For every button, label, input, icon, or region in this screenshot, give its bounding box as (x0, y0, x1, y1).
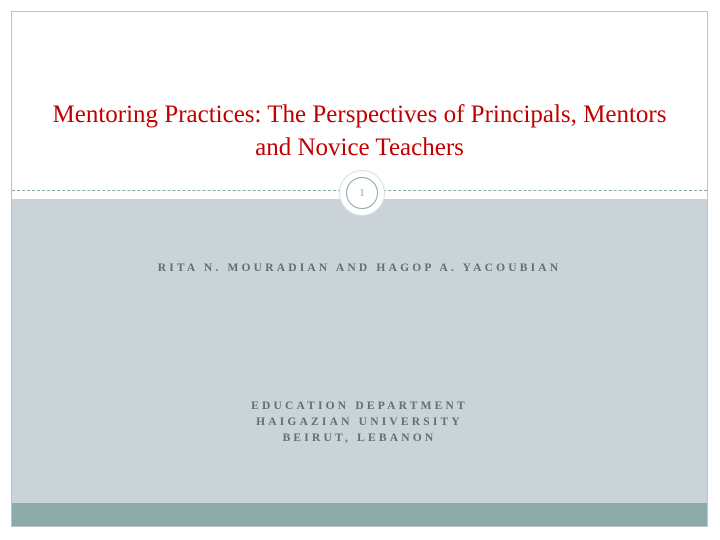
slide-number: 1 (346, 177, 378, 209)
slide-title: Mentoring Practices: The Perspectives of Principals, Mentors and Novice Teachers (52, 101, 667, 161)
title-area (12, 12, 707, 190)
authors-text: RITA N. MOURADIAN AND HAGOP A. YACOUBIAN (157, 262, 562, 274)
body-area (12, 199, 707, 503)
department-text: EDUCATION DEPARTMENT (251, 400, 468, 412)
location-text: BEIRUT, LEBANON (282, 432, 437, 444)
affiliation-block (12, 398, 707, 446)
bottom-bar (12, 503, 707, 526)
slide-number-badge (340, 171, 384, 215)
slide (11, 11, 708, 527)
university-text: HAIGAZIAN UNIVERSITY (256, 416, 463, 428)
